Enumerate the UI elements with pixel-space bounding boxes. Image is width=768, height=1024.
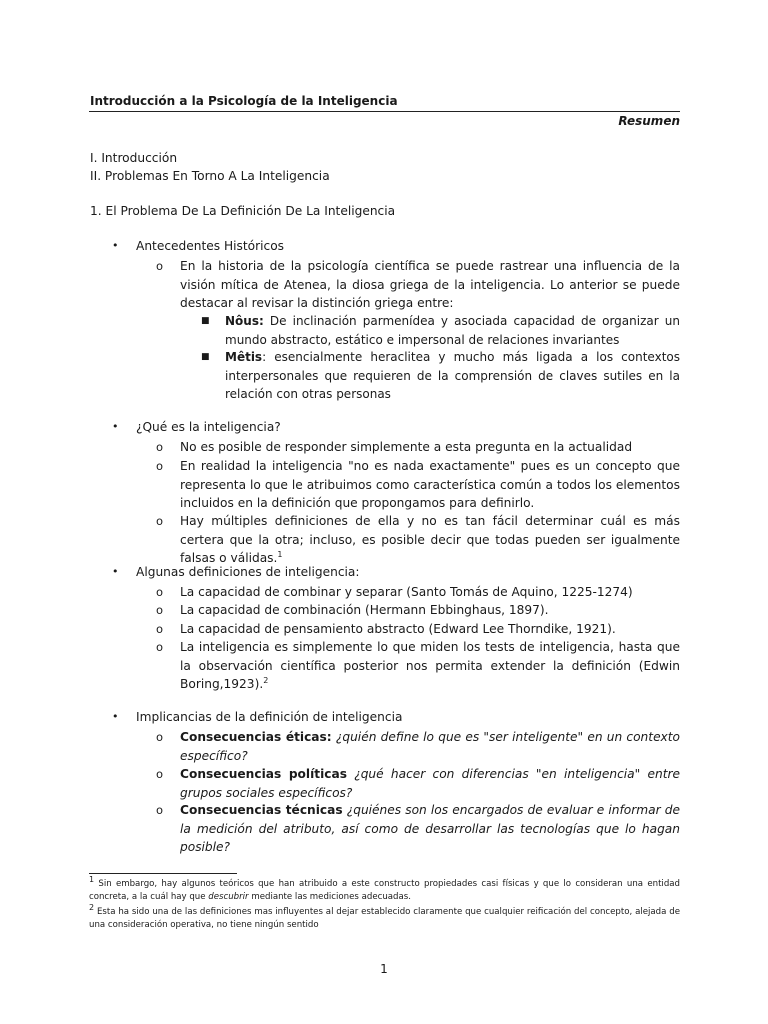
bullet-text: Antecedentes Históricos bbox=[136, 239, 285, 253]
circle-bullet-icon: o bbox=[156, 259, 164, 273]
footnote-number: 2 bbox=[89, 903, 95, 913]
footnote-text: Esta ha sido una de las definiciones mas influyentes al dejar establecido claramente que cualquier reificación del concepto, alejada de una consideración operativa, no tiene ningún sentido bbox=[89, 907, 680, 930]
header-rule bbox=[89, 111, 680, 112]
list-item-implicancia-3 bbox=[156, 801, 680, 857]
list-item-text: En realidad la inteligencia "no es nada exactamente" pues es un concepto que representa lo que le atribuimos como característica común a todos los elementos incluidos en la definición que propongamos para definirlo. bbox=[180, 459, 680, 511]
list-item-text bbox=[225, 312, 680, 349]
footnote-1 bbox=[89, 875, 680, 904]
term-metis: Mêtis bbox=[225, 350, 263, 364]
list-item-text: La capacidad de combinar y separar (Santo Tomás de Aquino, 1225-1274) bbox=[180, 585, 633, 599]
footnote-2 bbox=[89, 903, 680, 932]
list-item-text: La capacidad de combinación (Hermann Ebbinghaus, 1897). bbox=[180, 603, 549, 617]
footnote-ref-2[interactable]: 2 bbox=[263, 676, 269, 686]
metis-definition: : esencialmente heraclitea y mucho más ligada a los contextos interpersonales que requieren de la comprensión de claves sutiles en la relación con otras personas bbox=[225, 350, 680, 402]
list-item-definicion-4 bbox=[156, 638, 680, 694]
bullet-text: Algunas definiciones de inteligencia: bbox=[136, 565, 360, 579]
que-es-3-text: Hay múltiples definiciones de ella y no es tan fácil determinar cuál es más certera que la otra; incluso, es posible decir que todas pueden ser igualmente falsas o válidas. bbox=[180, 514, 680, 566]
list-item-text bbox=[180, 638, 680, 694]
list-item-text bbox=[180, 512, 680, 568]
circle-bullet-icon: o bbox=[156, 603, 164, 617]
circle-bullet-icon: o bbox=[156, 514, 164, 528]
toc-item-2: II. Problemas En Torno A La Inteligencia bbox=[90, 169, 330, 183]
page-number: 1 bbox=[380, 962, 388, 976]
list-item-definicion-3 bbox=[156, 620, 680, 639]
toc-item-1: I. Introducción bbox=[90, 151, 178, 165]
list-item-implicancia-2 bbox=[156, 765, 680, 802]
square-bullet-icon: ■ bbox=[201, 316, 210, 326]
term-tecnicas: Consecuencias técnicas bbox=[180, 803, 343, 817]
bullet-icon: • bbox=[112, 710, 119, 723]
circle-bullet-icon: o bbox=[156, 440, 164, 454]
bullet-icon: • bbox=[112, 565, 119, 578]
implicancia-3-text: ¿quiénes son los encargados de evaluar e informar de la medición del atributo, así como de desarrollar las tecnologías que lo hagan posible? bbox=[180, 803, 680, 855]
circle-bullet-icon: o bbox=[156, 767, 164, 781]
list-item-nous bbox=[201, 312, 680, 349]
footnote-emphasis: descubrir bbox=[208, 892, 249, 902]
footnote-text: Sin embargo, hay algunos teóricos que han atribuido a este constructo propiedades casi físicas y que lo consideran una entidad concreta, a la cuál hay que bbox=[89, 879, 680, 902]
bullet-text: Implicancias de la definición de inteligencia bbox=[136, 710, 403, 724]
list-item-implicancia-1 bbox=[156, 728, 680, 765]
list-item-definicion-1 bbox=[156, 583, 680, 602]
list-item-que-es-3 bbox=[156, 512, 680, 568]
list-item-text bbox=[180, 728, 680, 765]
list-item-antecedentes-intro bbox=[156, 257, 680, 313]
term-nous: Nôus: bbox=[225, 314, 264, 328]
list-item-text: En la historia de la psicología científica se puede rastrear una influencia de la visión mítica de Atenea, la diosa griega de la inteligencia. Lo anterior se puede destacar al revisar la distinción griega entre: bbox=[180, 259, 680, 311]
bullet-icon: • bbox=[112, 420, 119, 433]
list-item-text: No es posible de responder simplemente a esta pregunta en la actualidad bbox=[180, 440, 633, 454]
circle-bullet-icon: o bbox=[156, 459, 164, 473]
nous-definition: De inclinación parmenídea y asociada capacidad de organizar un mundo abstracto, estático e impersonal de relaciones invariantes bbox=[225, 314, 680, 347]
bullet-icon: • bbox=[112, 239, 119, 252]
section-heading: 1. El Problema De La Definición De La Inteligencia bbox=[90, 204, 396, 218]
footnote-ref-1[interactable]: 1 bbox=[277, 550, 283, 560]
list-item-definicion-2 bbox=[156, 601, 680, 620]
implicancia-1-text: ¿quién define lo que es "ser inteligente" en un contexto específico? bbox=[180, 730, 681, 763]
circle-bullet-icon: o bbox=[156, 622, 164, 636]
footnote-rule bbox=[89, 873, 237, 874]
list-item-text bbox=[180, 765, 680, 802]
footnote-number: 1 bbox=[89, 875, 95, 885]
list-item-que-es-1 bbox=[156, 438, 680, 457]
list-item-que-es-2 bbox=[156, 457, 680, 513]
circle-bullet-icon: o bbox=[156, 585, 164, 599]
list-item-text: La capacidad de pensamiento abstracto (Edward Lee Thorndike, 1921). bbox=[180, 622, 616, 636]
circle-bullet-icon: o bbox=[156, 640, 164, 654]
term-politicas: Consecuencias políticas bbox=[180, 767, 347, 781]
footnote-text-end: mediante las mediciones adecuadas. bbox=[248, 892, 411, 902]
square-bullet-icon: ■ bbox=[201, 352, 210, 362]
definicion-4-text: La inteligencia es simplemente lo que miden los tests de inteligencia, hasta que la observación científica posterior nos permita extender la definición (Edwin Boring,1923). bbox=[180, 640, 680, 692]
list-item-text bbox=[180, 801, 680, 857]
list-item-text bbox=[225, 348, 680, 404]
circle-bullet-icon: o bbox=[156, 803, 164, 817]
bullet-text: ¿Qué es la inteligencia? bbox=[136, 420, 281, 434]
circle-bullet-icon: o bbox=[156, 730, 164, 744]
document-title: Introducción a la Psicología de la Inteligencia bbox=[90, 94, 398, 108]
summary-label: Resumen bbox=[618, 114, 680, 128]
term-eticas: Consecuencias éticas: bbox=[180, 730, 332, 744]
implicancia-2-text: ¿qué hacer con diferencias "en inteligencia" entre grupos sociales específicos? bbox=[180, 767, 680, 800]
list-item-metis bbox=[201, 348, 680, 404]
